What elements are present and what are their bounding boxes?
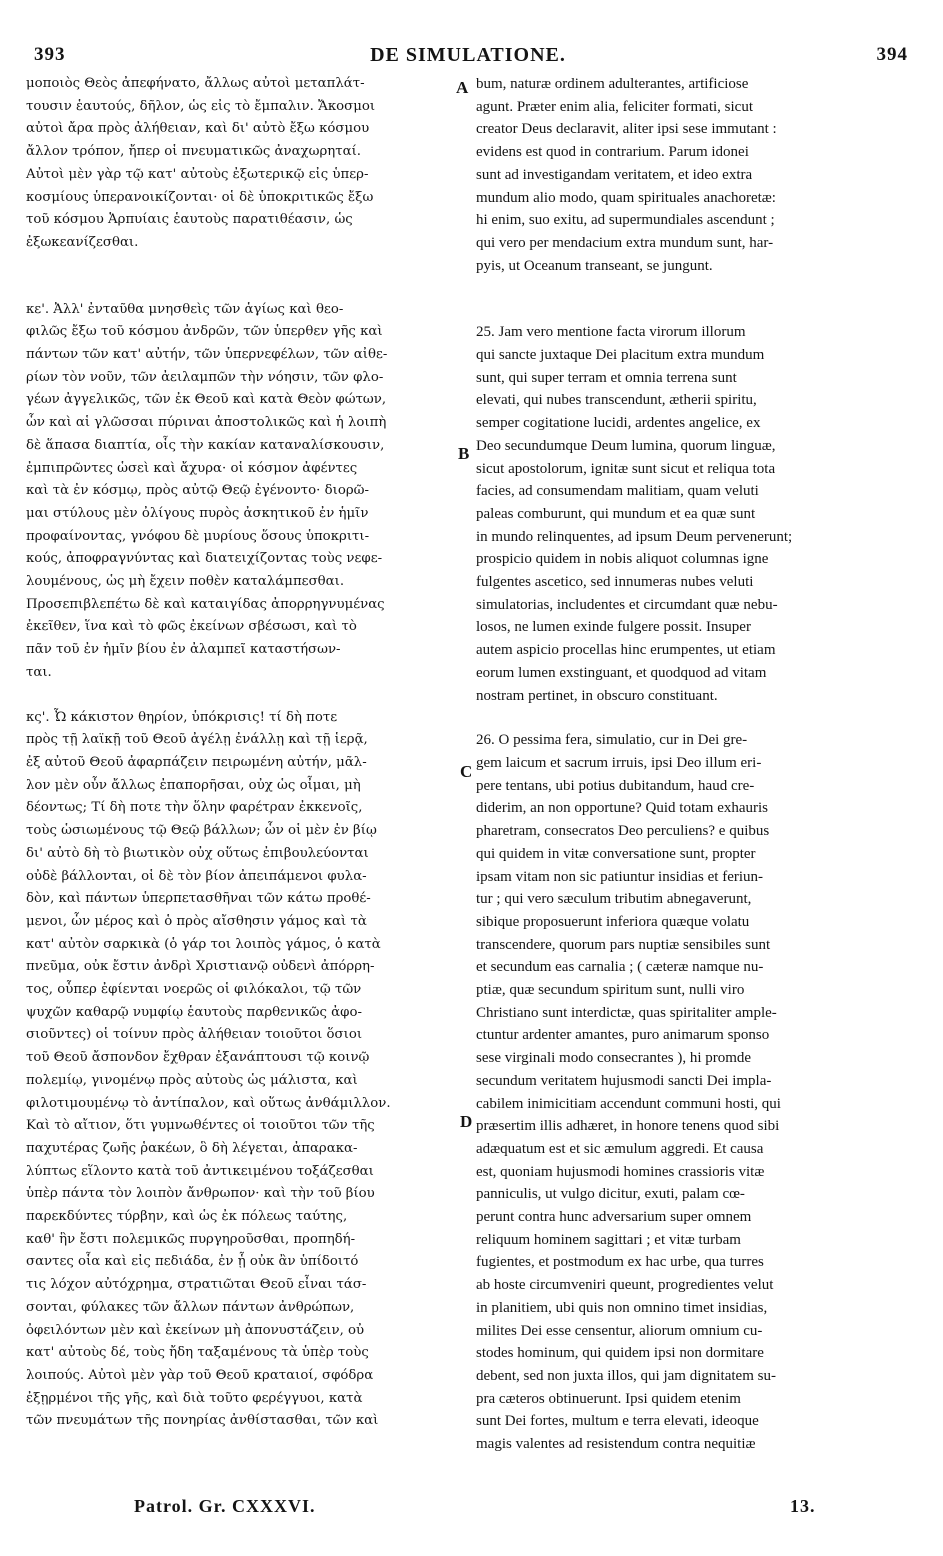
latin-paragraph-3: 26. O pessima fera, simulatio, cur in Dei gre- gem laicum et sacrum irruis, ipsi Deo illum eri- pere tentans, ubi potius dubitandum, haud cre- diderim, an non opportune? Quid totam exhauris pharetram, consecratos Deo perculiens? e quibus qui quidem in vitæ conversatione sunt, propter ipsam vitam non sic patiuntur insidias et feriun- tur ; qui vero sæculum tributim abnegaverunt, sibique proposuerunt inferiora quæque volatu transcendere, quorum pars nuptiæ sensibiles sunt et secundum eas carnalia ; ( cæteræ namque nu- ptiæ, quæ secundum spiritum sunt, nulli viro Christiano sunt interdictæ, quas spiritaliter ample- ctuntur ardenter amantes, puro animarum sponso sese virginali modo consecrantes ), hi promde secundum veritatem hujusmodi sancti Dei impla- cabilem inimicitiam accendunt communi hosti, qui præsertim illis adhæret, in honore tenens quod sibi adæquatum est et sic æmulum aggredi. Et causa est, quoniam hujusmodi homines crassioris vitæ panniculis, ut vulgo dicitur, exuti, palam cœ- perunt contra hunc adversarium super omnem reliquum hominem sagittari ; et vitæ turbam fugientes, et postmodum ex hac urbe, qua turres ab hoste circumveniri queunt, progredientes velut in planitiem, ubi quis non omnino timet insidias, milites Dei esse censentur, aliorum omnium cu- stodes hominum, qui quidem ipsi non dormitare debent, sed non juxta illos, qui jam dignitatem su- pra cæteros obtinuerunt. Ipsi quidem etenim sunt Dei fortes, multum e terra elevati, ideoque magis valentes ad resistendum contra nequitiæ [476,732,781,1453]
greek-paragraph-1: μοποιὸς Θεὸς ἀπεφήνατο, ἄλλως αὐτοὶ μεταπλάτ- τουσιν ἑαυτούς, δῆλον, ὡς εἰς τὸ ἔμπαλιν. Ἄκοσμοι αὐτοὶ ἄρα πρὸς ἀλήθειαν, καὶ δι' αὐτὸ ἔξω κόσμου ἄλλον τρόπον, ἤπερ οἱ πνευματικῶς ἀναχωρηταί. Αὐτοὶ μὲν γὰρ τῷ κατ' αὐτοὺς ἐξωτερικῷ εἰς ὑπερ- κοσμίους ὑπερανοικίζονται· οἱ δὲ ὑποκριτικῶς ἔξω τοῦ κόσμου Ἁρπυίαις ἑαυτοὺς παρατιθέασιν, ὡς ἐξωκεανίζεσθαι. [26,76,376,250]
page-header [28,44,908,70]
latin-paragraph-1: bum, naturæ ordinem adulterantes, artificiose agunt. Præter enim alia, feliciter formati, sicut creator Deus declaravit, aliter ipsi sese immutant : evidens est quod in contrarium. Parum idonei sunt ad investigandam veritatem, et ideo extra mundum alio modo, quam spirituales anachoretæ: hi enim, suo exitu, ad supermundiales ascendunt ; qui vero per mendacium extra mundum sunt, har- pyis, ut Oceanum transeant, se jungunt. [476,76,777,274]
footer-signature-mark: 13. [790,1496,816,1516]
latin-paragraph-2: 25. Jam vero mentione facta virorum illorum qui sancte juxtaque Dei placitum extra mundum sunt, qui super terram et omnia terrena sunt elevati, qui nubes transcendunt, ætherii spiritu, semper cogitatione lucidi, ardentes angelice, ex Deo secundumque Deum lumina, quorum linguæ, sicut apostolorum, ignitæ sunt sicut et reliqua tota facies, ad consumendam malitiam, quam veluti paleas comburunt, qui mundum et ea quæ sunt in mundo relinquentes, ad ipsum Deum pervenerunt; prospicio quidem in nobis aliquot columnas igne fulgentes ascetico, sed innumeras nubes veluti simulatorias, includentes et circumdant quæ nebu- losos, ne lumen exinde fulgere possit. Insuper autem aspicio procellas hinc erumpentes, ut etiam eorum lumen exstinguant, et quodquod ad vitam nostram pertinet, in obscuro constituant. [476,324,793,704]
page-number-left: 393 [34,44,66,65]
margin-marker-d: D [460,1112,473,1131]
margin-marker-a: A [456,78,469,97]
paragraph-gap [476,299,902,321]
greek-paragraph-2: κε'. Ἀλλ' ἐνταῦθα μνησθεὶς τῶν ἁγίως καὶ θεο- φιλῶς ἔξω τοῦ κόσμου ἀνδρῶν, τῶν ὑπερθεν γῆς καὶ πάντων τῶν κατ' αὐτήν, τῶν ὑπερνεφέλων, τῶν αἰθε- ρίων τὸν νοῦν, τῶν ἀειλαμπῶν τὴν νόησιν, τῶν φλο- γέων ἀγγελικῶς, τῶν ἐκ Θεοῦ καὶ κατὰ Θεὸν φώτων, ὧν καὶ αἱ γλῶσσαι πύριναι ἀποστολικῶς καὶ ἡ λοιπὴ δὲ ἅπασα διαπτία, οἷς τὴν κακίαν καταναλίσκουσιν, ἐμπιπρῶντες ὡσεὶ καὶ ἄχυρα· οἱ κόσμον ἀφέντες καὶ τὰ ἐν κόσμῳ, πρὸς αὐτῷ Θεῷ ἐγένοντο· διορῶ- μαι στύλους μὲν ὀλίγους πυρὸς ἀσκητικοῦ ἐν ἡμῖν προφαίνοντας, γνόφου δὲ μυρίους ὅσους ὑποκριτι- κούς, ἀποφραγνύντας καὶ διατειχίζοντας τοὺς νεφε- λουμένους, ὡς μὴ ἔχειν ποθὲν καταλάμπεσθαι. Προσεπιβλεπέτω δὲ καὶ καταιγίδας ἀπορρηγνυμένας ἐκεῖθεν, ἵνα καὶ τὸ φῶς ἐκείνων σβέσωσι, καὶ τὸ πᾶν τοῦ ἐν ἡμῖν βίου ἐν ἀλαμπεῖ καταστήσων- ται. [26,301,388,680]
paragraph-gap [26,277,462,299]
paragraph-gap [476,707,902,729]
running-title: DE SIMULATIONE. [370,44,566,66]
margin-marker-b: B [458,444,470,463]
greek-column [26,73,462,1433]
margin-marker-c: C [460,762,473,781]
paragraph-gap [26,685,462,707]
page-number-right: 394 [876,44,908,65]
footer-series-title: Patrol. Gr. CXXXVI. [134,1496,316,1516]
greek-paragraph-3: κς'. Ὦ κάκιστον θηρίον, ὑπόκρισις! τί δὴ ποτε πρὸς τῇ λαϊκῇ τοῦ Θεοῦ ἀγέλῃ ἐνάλλῃ καὶ τῇ ἱερᾷ, ἐξ αὐτοῦ Θεοῦ ἀφαρπάζειν πειρωμένη αὐτήν, μᾶλ- λον μὲν οὖν ἄλλως ἐπαπορῆσαι, οὐχ ὡς οἶμαι, μὴ δέοντως; Τί δὴ ποτε τὴν ὅλην φαρέτραν ἐκκενοῖς, τοὺς ὡσιωμένους τῷ Θεῷ βάλλων; ὧν οἱ μὲν ἐν βίῳ δι' αὐτὸ δὴ τὸ βιωτικὸν οὐχ οὕτως ἐπιβουλεύονται οὐδὲ βάλλονται, οἱ δὲ τὸν βίον ἀπειπάμενοι φυλα- δὸν, καὶ πάντων ὑπερπετασθῆναι τῶν κάτω προθέ- μενοι, ὧν μέρος καὶ ὁ πρὸς αἴσθησιν γάμος καὶ τὰ κατ' αὐτὸν σαρκικὰ (ὁ γάρ τοι λοιπὸς γάμος, ὁ κατὰ πνεῦμα, οὐκ ἔστιν ἀνδρὶ Χριστιανῷ οὐδενὶ ἀπόρρη- τος, οὗπερ ἐφίενται νοερῶς οἱ φιλόκαλοι, τῷ τῶν ψυχῶν καθαρῷ νυμφίῳ ἑαυτοὺς παρθενικῶς ἀφο- σιοῦντες) οἱ τοίνυν πρὸς ἀλήθειαν τοιοῦτοι ὅσιοι τοῦ Θεοῦ ἄσπονδον ἔχθραν ἐξανάπτουσι τῷ κοινῷ πολεμίῳ, γινομένῳ πρὸς αὐτοὺς ὡς μάλιστα, καὶ φιλοτιμουμένῳ τὸ ἀντίπαλον, καὶ οὕτως ἀνθάμιλλον. Καὶ τὸ αἴτιον, ὅτι γυμνωθέντες οἱ τοιοῦτοι τῶν τῆς παχυτέρας ζωῆς ῥακέων, ὃ δὴ λέγεται, ἀπαρακα- λύπτως εἵλοντο κατὰ τοῦ ἀντικειμένου τοξάζεσθαι ὑπὲρ πάντα τὸν λοιπὸν ἄνθρωπον· καὶ τὴν τοῦ βίου παρεκδύντες τύρβην, καὶ ὡς ἐκ πόλεως ταύτης, καθ' ἣν ἔστι πολεμικῶς πυργηροῦσθαι, προπηδή- σαντες οἷα καὶ εἰς πεδιάδα, ἐν ᾗ οὐκ ἂν ὑπίδοιτό τις λόχον αὐτόχρημα, στρατιῶται Θεοῦ εἶναι τάσ- σονται, φύλακες τῶν ἄλλων πάντων ἀνθρώπων, ὀφειλόντων μὲν καὶ ἐκείνων μὴ ἀπονυστάζειν, οὐ κατ' αὐτοὺς δέ, τοὺς ἤδη ταξαμένους τὰ ὑπὲρ τοὺς λοιπούς. Αὐτοὶ μὲν γὰρ τοῦ Θεοῦ κραταιοί, σφόδρα ἐξῃρμένοι τῆς γῆς, καὶ διὰ τοῦτο φερέγγυοι, κατὰ τῶν πνευμάτων τῆς πονηρίας ἀνθίστασθαι, τῶν καὶ [26,709,391,1429]
paragraph-gap [476,277,902,299]
latin-column [476,73,902,1456]
paragraph-gap [26,255,462,277]
